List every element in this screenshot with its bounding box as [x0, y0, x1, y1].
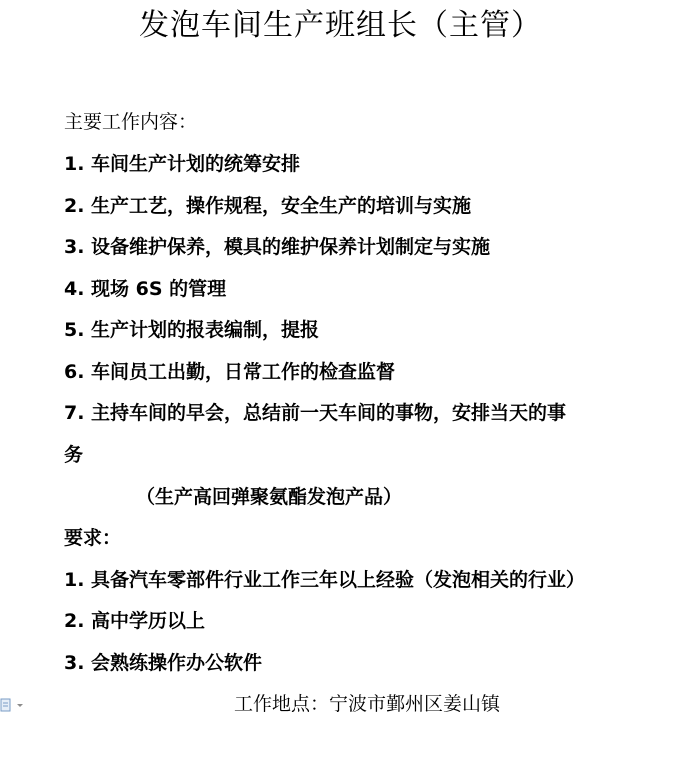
duty-item-5: 5. 生产计划的报表编制，提报 — [64, 319, 320, 341]
document-title: 发泡车间生产班组长（主管） — [139, 8, 542, 43]
duty-item-4: 4. 现场 6S 的管理 — [64, 278, 227, 300]
duty-item-6: 6. 车间员工出勤，日常工作的检查监督 — [64, 361, 396, 383]
requirement-item-3: 3. 会熟练操作办公软件 — [64, 652, 263, 674]
requirement-item-1: 1. 具备汽车零部件行业工作三年以上经验（发泡相关的行业） — [64, 569, 586, 591]
duty-item-7-continued: 务 — [64, 444, 84, 466]
duty-item-2: 2. 生产工艺，操作规程，安全生产的培训与实施 — [64, 195, 472, 217]
product-note: （生产高回弹聚氨酯发泡产品） — [136, 486, 403, 508]
requirement-item-2: 2. 高中学历以上 — [64, 610, 206, 632]
duty-item-3: 3. 设备维护保养，模具的维护保养计划制定与实施 — [64, 236, 491, 258]
duty-item-7: 7. 主持车间的早会，总结前一天车间的事物，安排当天的事 — [64, 402, 567, 424]
work-location: 工作地点：宁波市鄞州区姜山镇 — [234, 693, 501, 715]
requirements-heading: 要求： — [64, 527, 122, 549]
duties-heading: 主要工作内容： — [64, 111, 198, 133]
paste-options-icon[interactable] — [0, 697, 26, 711]
duty-item-1: 1. 车间生产计划的统筹安排 — [64, 153, 301, 175]
